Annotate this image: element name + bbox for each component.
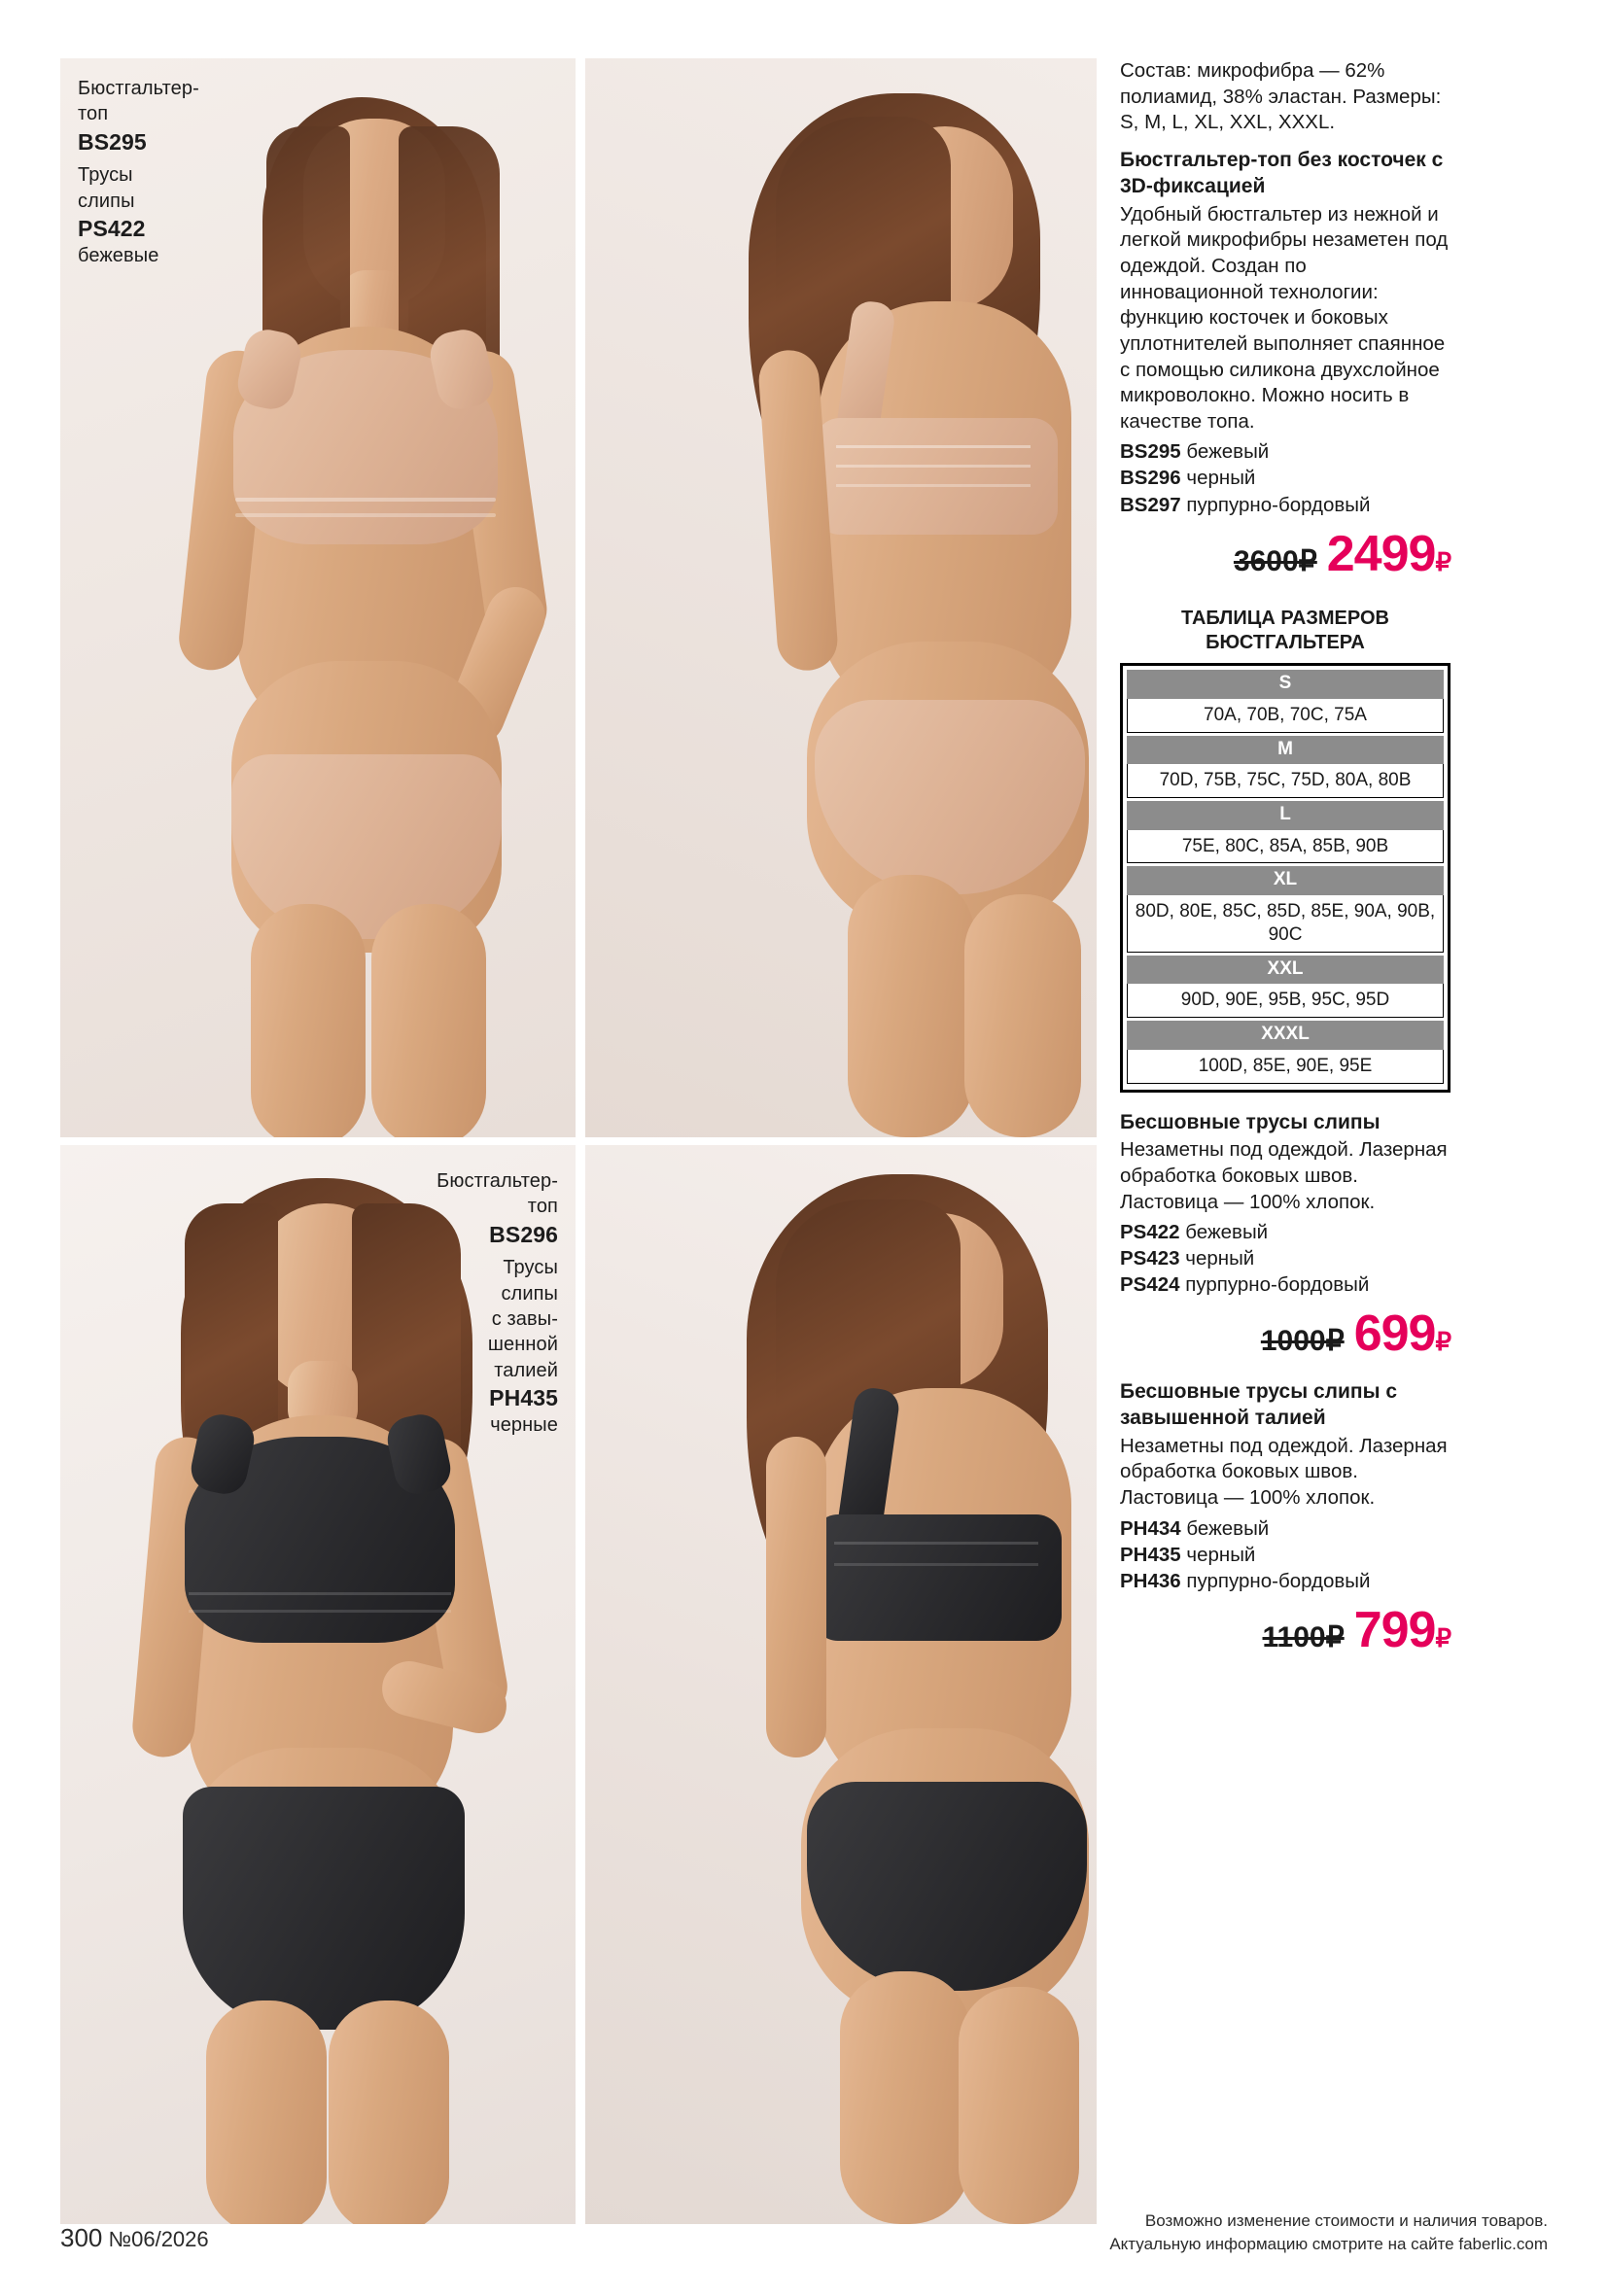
model-illustration-back-nude <box>585 58 1097 1137</box>
briefs-description: Незаметны под одеждой. Лазерная обработка боковых швов. Ластовица — 100% хлопок. <box>1120 1138 1448 1213</box>
caption-line: слипы <box>78 190 135 212</box>
caption-line: бежевые <box>78 245 159 267</box>
variant-line <box>1120 492 1451 518</box>
size-header: L <box>1127 801 1444 830</box>
model-illustration-back-black <box>585 1145 1097 2224</box>
bra-new-price: 2499₽ <box>1326 525 1451 582</box>
variant-line <box>1120 1542 1451 1568</box>
variant-code: BS296 <box>1120 467 1181 490</box>
size-header: M <box>1127 736 1444 765</box>
variant-line <box>1120 1219 1451 1245</box>
variant-color: черный <box>1186 1543 1256 1566</box>
page-number: 300 <box>60 2223 103 2252</box>
variant-code: PS422 <box>1120 1221 1180 1244</box>
briefs-old-price: 1000₽ <box>1260 1325 1345 1358</box>
caption-line: слипы <box>501 1282 558 1305</box>
briefs-price-row <box>1120 1302 1451 1368</box>
composition-text: Состав: микрофибра — 62% полиамид, 38% эластан. Размеры: S, M, L, XL, XXL, XXXL. <box>1120 59 1442 134</box>
caption-line: с завы- <box>491 1307 558 1330</box>
size-header: S <box>1127 670 1444 699</box>
issue-number: №06/2026 <box>108 2227 209 2251</box>
variant-line <box>1120 1245 1451 1271</box>
disclaimer-line-1: Возможно изменение стоимости и наличия товаров. <box>1144 2210 1548 2230</box>
variant-color: черный <box>1186 467 1256 490</box>
currency-symbol: ₽ <box>1435 1327 1451 1357</box>
caption-line: черные <box>490 1414 558 1437</box>
variant-code: PH434 <box>1120 1516 1181 1540</box>
caption-top-left <box>78 76 199 269</box>
size-values: 70A, 70B, 70C, 75A <box>1127 699 1444 733</box>
disclaimer-line-2: Актуальную информацию смотрите на сайте faberlic.com <box>1109 2235 1548 2254</box>
caption-line: топ <box>527 1196 558 1218</box>
caption-line: Трусы <box>503 1257 558 1279</box>
page-footer-right <box>1109 2209 1548 2257</box>
bra-description: Удобный бюстгальтер из нежной и легкой микрофибры незаметен под одеждой. Создан по инновационной технологии: функцию косточек и боковых уплотнителей выполняет спаянное с помощью силикона двухслойное микроволокно. Можно носить в качестве топа. <box>1120 202 1449 433</box>
product-code: BS295 <box>78 128 147 155</box>
highwaist-old-price: 1100₽ <box>1262 1620 1345 1653</box>
caption-line: Трусы <box>78 164 133 187</box>
bra-old-price: 3600₽ <box>1233 544 1317 577</box>
variant-code: PS424 <box>1120 1273 1180 1297</box>
variant-code: PS423 <box>1120 1247 1180 1270</box>
product-photo-bottom-right <box>585 1145 1097 2224</box>
size-table-title <box>1120 607 1451 655</box>
variant-line <box>1120 465 1451 491</box>
product-code: PH435 <box>489 1385 558 1411</box>
size-values: 80D, 80E, 85C, 85D, 85E, 90A, 90B, 90C <box>1127 895 1444 953</box>
size-values: 90D, 90E, 95B, 95C, 95D <box>1127 984 1444 1018</box>
variant-code: BS297 <box>1120 493 1181 516</box>
highwaist-new-price: 799₽ <box>1353 1601 1451 1658</box>
product-photo-top-right <box>585 58 1097 1137</box>
product-photo-top-left <box>60 58 576 1137</box>
bra-title: Бюстгальтер-топ без косточек с 3D-фиксацией <box>1120 148 1444 197</box>
variant-line <box>1120 1568 1451 1594</box>
variant-color: пурпурно-бордовый <box>1186 1569 1371 1592</box>
variant-line <box>1120 438 1451 465</box>
variant-color: бежевый <box>1186 440 1270 464</box>
briefs-new-price: 699₽ <box>1353 1305 1451 1363</box>
size-table-title-line: ТАБЛИЦА РАЗМЕРОВ <box>1181 608 1389 630</box>
variant-color: бежевый <box>1185 1221 1269 1244</box>
variant-line <box>1120 1515 1451 1542</box>
size-header: XL <box>1127 866 1444 895</box>
size-values: 75E, 80C, 85A, 85B, 90B <box>1127 830 1444 864</box>
variant-color: бежевый <box>1186 1516 1270 1540</box>
variant-line <box>1120 1271 1451 1298</box>
variant-color: пурпурно-бордовый <box>1186 493 1371 516</box>
size-values: 100D, 85E, 90E, 95E <box>1127 1050 1444 1084</box>
size-table <box>1120 663 1451 1092</box>
variant-color: пурпурно-бордовый <box>1185 1273 1370 1297</box>
caption-line: Бюстгальтер- <box>437 1170 558 1192</box>
highwaist-title: Бесшовные трусы слипы с завышенной талией <box>1120 1380 1398 1429</box>
bra-price-row <box>1120 522 1451 588</box>
caption-line: топ <box>78 103 109 125</box>
highwaist-briefs-garment <box>183 1787 465 2030</box>
currency-symbol: ₽ <box>1435 546 1451 576</box>
highwaist-price-row <box>1120 1598 1451 1664</box>
caption-line: Бюстгальтер- <box>78 78 199 99</box>
size-header: XXL <box>1127 956 1444 985</box>
variant-code: PH435 <box>1120 1543 1181 1566</box>
caption-line: шенной <box>487 1334 558 1356</box>
variant-code: PH436 <box>1120 1569 1181 1592</box>
size-values: 70D, 75B, 75C, 75D, 80A, 80B <box>1127 764 1444 798</box>
product-photo-bottom-left <box>60 1145 576 2224</box>
size-header: XXXL <box>1127 1021 1444 1050</box>
highwaist-description: Незаметны под одеждой. Лазерная обработка боковых швов. Ластовица — 100% хлопок. <box>1120 1434 1448 1510</box>
bra-back-band <box>815 418 1058 535</box>
caption-bottom-left <box>334 1168 558 1439</box>
size-table-title-line: БЮСТГАЛЬТЕРА <box>1206 632 1365 654</box>
variant-color: черный <box>1185 1247 1255 1270</box>
product-info-rail <box>1120 58 1451 1663</box>
page-footer-left <box>60 2223 209 2253</box>
bra-back-band-black <box>813 1514 1062 1641</box>
caption-line: талией <box>494 1359 558 1381</box>
variant-code: BS295 <box>1120 440 1181 464</box>
product-code: BS296 <box>489 1221 558 1247</box>
currency-symbol: ₽ <box>1435 1622 1451 1652</box>
briefs-title: Бесшовные трусы слипы <box>1120 1110 1381 1133</box>
product-code: PS422 <box>78 215 146 241</box>
